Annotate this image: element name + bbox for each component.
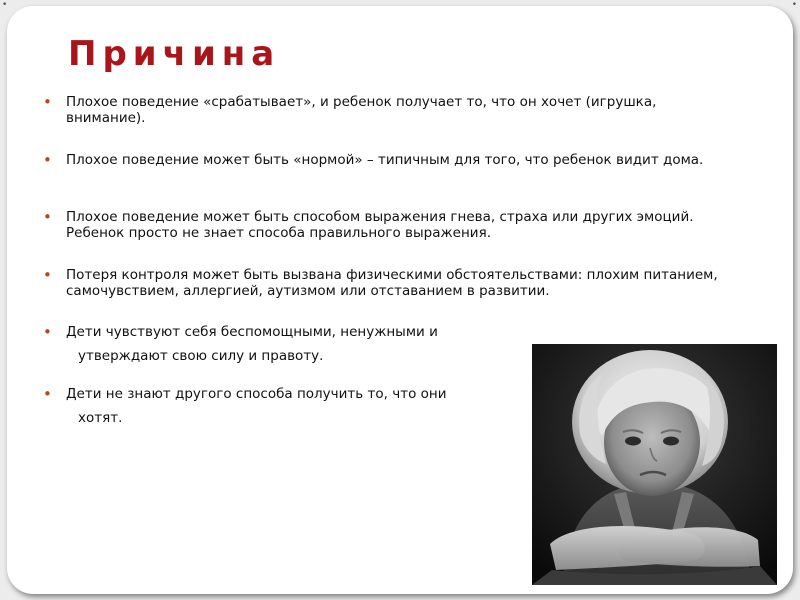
bullet-text-continuation: хотят.	[78, 410, 123, 426]
corner-mark-left: •	[2, 0, 8, 10]
slide	[7, 6, 793, 594]
bullet-text-continuation: утверждают свою силу и правоту.	[78, 348, 324, 364]
bullet-text: Плохое поведение может быть способом выражения гнева, страха или других эмоций. Ребенок просто не знает способа правильного выражения.	[66, 209, 694, 241]
bullet-marker-icon: •	[43, 323, 52, 341]
bullet-item	[39, 267, 739, 299]
child-photo-illustration	[532, 344, 777, 585]
slide-title: Причина	[68, 34, 281, 74]
bullet-text: Потеря контроля может быть вызвана физическими обстоятельствами: плохим питанием, самочувствием, аллергией, аутизмом или отставанием в развитии.	[66, 267, 718, 299]
bullet-item	[39, 324, 509, 364]
bullet-item	[39, 386, 509, 426]
bullet-marker-icon: •	[43, 385, 52, 403]
bullet-item	[39, 94, 739, 126]
child-photo	[532, 344, 777, 585]
bullet-marker-icon: •	[43, 266, 52, 284]
bullet-marker-icon: •	[43, 151, 52, 169]
bullet-marker-icon: •	[43, 93, 52, 111]
bullet-text: Плохое поведение может быть «нормой» – типичным для того, что ребенок видит дома.	[66, 152, 704, 168]
bullet-text: Дети не знают другого способа получить то, что они	[66, 386, 447, 402]
corner-mark-right: •	[791, 0, 797, 10]
bullet-marker-icon: •	[43, 208, 52, 226]
bullet-text: Дети чувствуют себя беспомощными, ненужными и	[66, 324, 438, 340]
bullet-item	[39, 209, 739, 241]
bullet-item	[39, 152, 739, 168]
bullet-text: Плохое поведение «срабатывает», и ребенок получает то, что он хочет (игрушка, внимание).	[66, 94, 657, 126]
